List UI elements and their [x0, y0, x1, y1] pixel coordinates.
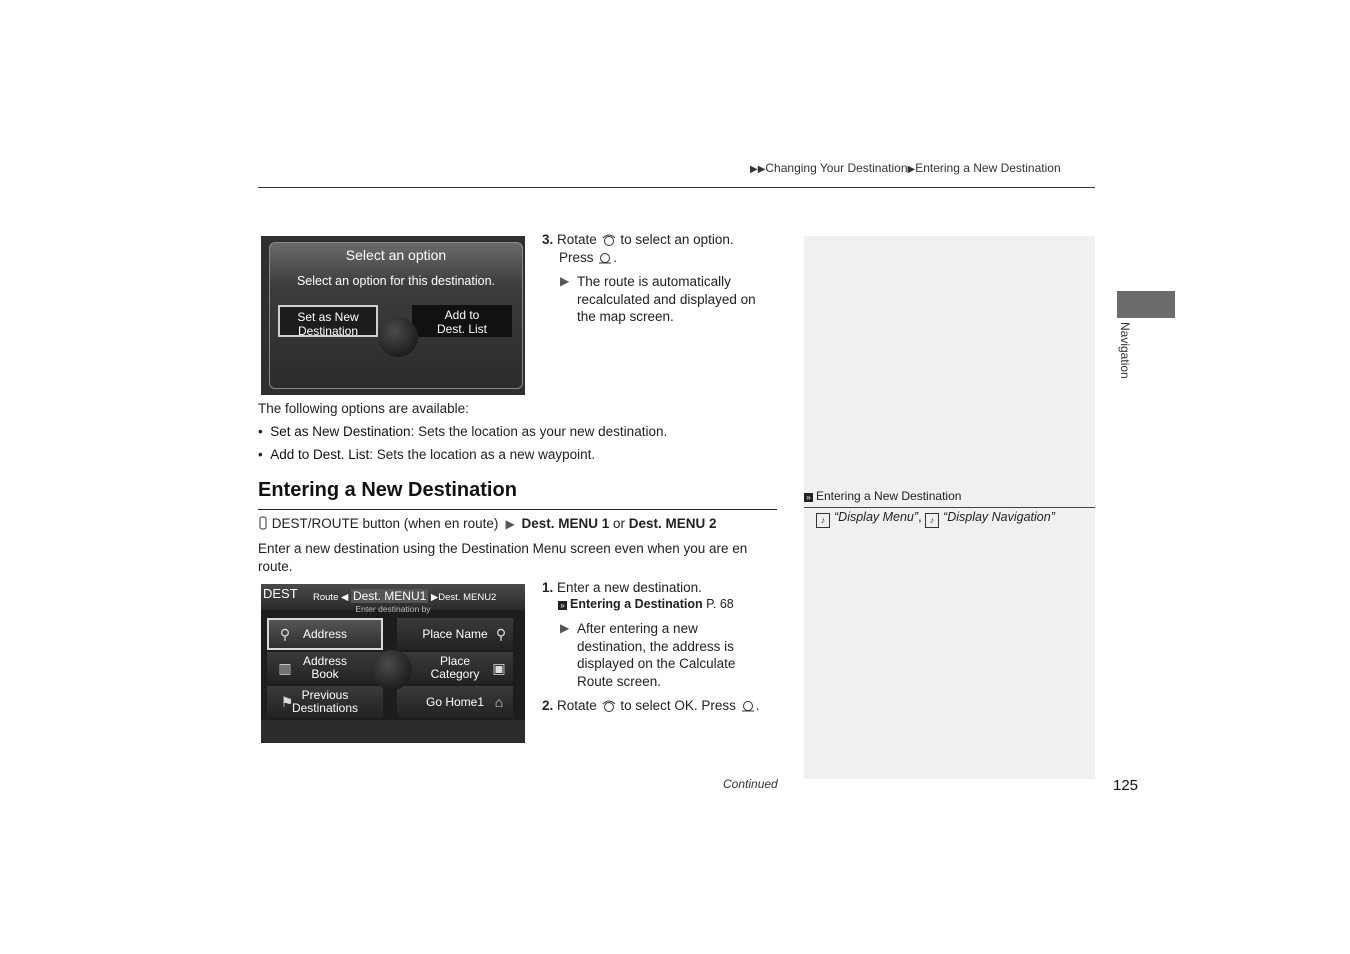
interface-dial-rotate-icon — [601, 699, 617, 713]
button-label: Dest. List — [436, 322, 487, 336]
category-icon: ▣ — [492, 660, 506, 676]
button-label: Go Home1 — [425, 695, 485, 709]
note-heading-text: Entering a New Destination — [816, 489, 962, 503]
option-desc: : Sets the location as a new waypoint. — [369, 447, 596, 462]
button-label: Category — [430, 667, 480, 681]
breadcrumb-item[interactable]: Entering a New Destination — [915, 161, 1061, 175]
step-text: Rotate — [557, 232, 597, 247]
menu-path — [258, 515, 717, 534]
option-name: Set as New Destination — [270, 424, 411, 439]
chapter-tab[interactable] — [1117, 291, 1175, 318]
dest-menu-tabs — [313, 589, 496, 603]
step-text: . — [613, 249, 618, 265]
button-label: Set as New — [297, 310, 359, 324]
cross-reference-icon: » — [804, 493, 813, 502]
step-1-result — [560, 620, 750, 690]
result-text: The route is automatically recalculated and displayed on the map screen. — [577, 274, 756, 324]
option-item — [258, 446, 595, 463]
breadcrumb-item[interactable]: Changing Your Destination — [765, 161, 908, 175]
note-heading — [804, 489, 961, 503]
result-text: After entering a new destination, the address is displayed on the Calculate Route screen. — [577, 621, 736, 689]
tab-dest-menu2[interactable]: Dest. MENU2 — [438, 592, 497, 603]
voice-command-icon: ♪ — [925, 513, 939, 528]
header-divider — [258, 187, 1095, 188]
step-1 — [542, 579, 777, 597]
cross-reference[interactable] — [558, 597, 734, 611]
path-or: or — [613, 516, 626, 531]
section-title: Entering a New Destination — [258, 479, 517, 501]
tab-dest-menu1[interactable]: Dest. MENU1 — [352, 589, 427, 603]
address-button[interactable] — [267, 618, 383, 650]
right-arrow-icon: ▶ — [430, 592, 439, 603]
path-button-name: DEST/ROUTE button (when en route) — [271, 516, 499, 531]
path-arrow-icon: ▶ — [502, 517, 515, 531]
interface-dial-press-icon — [597, 251, 613, 265]
button-label: Destination — [297, 324, 359, 338]
dest-menu-subtitle: Enter destination by — [355, 604, 431, 614]
ref-page[interactable]: P. 68 — [706, 597, 734, 611]
ref-title[interactable]: Entering a Destination — [570, 597, 703, 611]
breadcrumb-arrow-icon: ▶ — [907, 164, 916, 175]
button-label: Address — [302, 654, 348, 668]
book-icon: ▥ — [278, 660, 292, 676]
step-text: Press — [559, 249, 594, 265]
button-label: Destinations — [291, 701, 359, 715]
place-search-icon: ⚲ — [495, 626, 507, 642]
place-category-button[interactable] — [397, 652, 513, 684]
step-number: 2. — [542, 698, 554, 713]
section-intro: Enter a new destination using the Destination Menu screen even when you are en route. — [258, 541, 748, 574]
option-name: Add to Dest. List — [270, 447, 370, 462]
bullet-icon: • — [258, 447, 271, 462]
path-menu-1: Dest. MENU 1 — [521, 516, 610, 531]
step-number: 1. — [542, 580, 554, 595]
left-arrow-icon: ◀ — [341, 592, 349, 603]
button-label: Book — [311, 667, 339, 681]
step-text: to select — [620, 698, 671, 713]
result-arrow-icon: ▶ — [560, 274, 570, 288]
select-option-screenshot — [261, 236, 525, 395]
option-desc: : Sets the location as your new destination. — [410, 424, 668, 439]
continued-label: Continued — [723, 777, 778, 791]
chapter-tab-label: Navigation — [1118, 322, 1132, 379]
page-number: 125 — [1113, 777, 1139, 794]
step-2 — [542, 697, 759, 715]
options-intro: The following options are available: — [258, 401, 469, 416]
go-home-button[interactable] — [397, 686, 513, 718]
section-divider — [258, 509, 777, 510]
option-dialog — [269, 242, 523, 389]
note-divider — [804, 507, 1095, 508]
step-3-result — [560, 273, 765, 326]
step-text: Rotate — [557, 698, 597, 713]
voice-command-1: “Display Menu” — [834, 510, 919, 524]
dialog-message: Select an option for this destination. — [296, 274, 496, 288]
dest-label: DEST — [263, 586, 298, 601]
option-item — [258, 423, 667, 440]
dest-menu-screenshot — [261, 584, 525, 743]
breadcrumb — [750, 161, 1061, 175]
button-label: Add to — [444, 308, 480, 322]
step-text: Enter a new destination. — [557, 580, 702, 595]
previous-destinations-button[interactable] — [267, 686, 383, 718]
button-label: Previous — [301, 688, 349, 702]
hard-key-icon — [258, 516, 268, 530]
cross-reference-icon: » — [558, 601, 567, 610]
voice-commands — [816, 510, 1055, 528]
ok-label: OK — [674, 698, 694, 713]
interface-dial-rotate-icon — [601, 233, 617, 247]
button-label: Place Name — [422, 627, 488, 641]
bullet-icon: • — [258, 424, 271, 439]
dial-knob-icon — [378, 317, 418, 357]
step-text: . Press — [693, 698, 736, 713]
step-text: . — [755, 698, 760, 713]
magnifier-icon: ⚲ — [279, 626, 291, 642]
button-label: Address — [302, 627, 348, 641]
interface-dial-press-icon — [740, 699, 756, 713]
result-arrow-icon: ▶ — [560, 621, 570, 635]
flag-icon: ⚑ — [280, 694, 294, 710]
separator: , — [918, 510, 922, 524]
path-menu-2: Dest. MENU 2 — [628, 516, 717, 531]
dial-knob-icon — [372, 650, 412, 690]
set-as-new-destination-button[interactable] — [278, 305, 378, 337]
step-text: to select an option. — [620, 232, 734, 247]
screen-bottom-bar — [261, 720, 525, 743]
step-number: 3. — [542, 232, 554, 247]
home-icon: ⌂ — [494, 694, 504, 710]
voice-command-icon: ♪ — [816, 513, 830, 528]
button-label: Place — [439, 654, 471, 668]
voice-command-2: “Display Navigation” — [943, 510, 1055, 524]
breadcrumb-arrow-icon: ▶▶ — [750, 164, 766, 175]
place-name-button[interactable] — [397, 618, 513, 650]
tab-route[interactable]: Route — [313, 592, 339, 603]
step-3 — [542, 231, 782, 266]
dialog-title: Select an option — [345, 247, 447, 263]
add-to-dest-list-button[interactable] — [412, 305, 512, 337]
address-book-button[interactable] — [267, 652, 383, 684]
